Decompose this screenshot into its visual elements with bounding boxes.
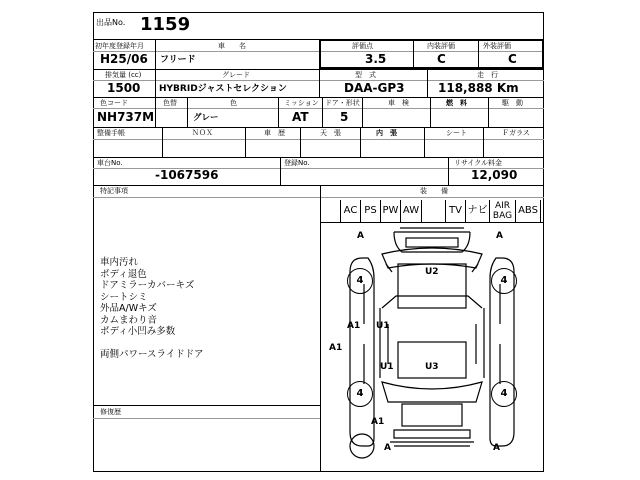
mark-rear-right: A bbox=[493, 443, 500, 453]
color-code-value: NH737M bbox=[97, 110, 155, 124]
note-item: シートシミ bbox=[100, 291, 148, 303]
equip-ac: AC bbox=[340, 200, 360, 222]
door-shape-label: ドア・形状 bbox=[325, 99, 360, 107]
mark-roof: U2 bbox=[425, 267, 439, 277]
exterior-score-value: C bbox=[508, 52, 517, 66]
mark-front-right: A bbox=[496, 231, 503, 241]
lot-label: 出品No. bbox=[96, 18, 126, 27]
mark-left-side-u1: U1 bbox=[376, 321, 390, 331]
transmission-value: AT bbox=[292, 110, 309, 124]
first-registration-value: H25/06 bbox=[100, 52, 148, 66]
note-item: ボディ小凹み多数 bbox=[100, 326, 176, 337]
color-label: 色 bbox=[230, 99, 237, 107]
interior-trim-label: 内 張 bbox=[376, 129, 397, 137]
mileage-label: 走 行 bbox=[477, 71, 498, 79]
mark-left-side-a1: A1 bbox=[347, 321, 361, 331]
equip-navi: ナビ bbox=[465, 200, 489, 222]
first-registration-label: 初年度登録年月 bbox=[95, 42, 144, 50]
lot-number: 1159 bbox=[140, 14, 191, 35]
mark-front-left: A bbox=[357, 231, 364, 241]
color-code-label: 色コード bbox=[100, 99, 128, 107]
transmission-label: ミッション bbox=[284, 99, 319, 107]
car-diagram bbox=[322, 224, 542, 470]
note-item: カムまわり音 bbox=[100, 314, 158, 326]
exterior-score-label: 外装評価 bbox=[483, 42, 511, 50]
note-item: ドアミラーカバーキズ bbox=[100, 280, 195, 291]
equip-pw: PW bbox=[380, 200, 400, 222]
note-item: 両側パワースライドドア bbox=[100, 349, 204, 360]
mark-left-lower-u1: U1 bbox=[380, 362, 394, 372]
recycle-fee-label: リサイクル料金 bbox=[454, 159, 503, 167]
color-change-label: 色替 bbox=[163, 99, 177, 107]
displacement-label: 排気量 (cc) bbox=[105, 71, 142, 79]
color-value: グレー bbox=[193, 113, 219, 123]
grade-score-value: 3.5 bbox=[365, 52, 387, 66]
mark-rear-left: A bbox=[384, 443, 391, 453]
note-item: 車内汚れ bbox=[100, 257, 139, 268]
equip-abs: ABS bbox=[515, 200, 541, 222]
equip-aw: AW bbox=[400, 200, 422, 222]
wheel-front-right: 4 bbox=[491, 268, 517, 294]
equip-ps: PS bbox=[360, 200, 380, 222]
inspection-label: 車 検 bbox=[388, 99, 409, 107]
nox-label: ＮＯＸ bbox=[192, 129, 213, 137]
recycle-fee-value: 12,090 bbox=[471, 168, 518, 182]
fuel-label: 燃 料 bbox=[446, 99, 467, 107]
chassis-no-label: 車台No. bbox=[97, 159, 123, 167]
note-item: 外品A/Wキズ bbox=[100, 303, 157, 314]
equip-airbag: AIR BAG bbox=[489, 200, 515, 222]
interior-score-label: 内装評価 bbox=[427, 42, 455, 50]
mileage-value: 118,888 Km bbox=[438, 81, 519, 95]
seat-label: シート bbox=[446, 129, 467, 137]
f-glass-label: Ｆガラス bbox=[502, 129, 530, 137]
displacement-value: 1500 bbox=[107, 81, 141, 95]
repair-history-header: 修復歴 bbox=[100, 408, 121, 416]
headliner-label: 天 張 bbox=[320, 129, 341, 137]
mark-left-outer-a1: A1 bbox=[329, 343, 343, 353]
note-item: ボディ退色 bbox=[100, 268, 147, 280]
wheel-front-left: 4 bbox=[347, 268, 373, 294]
equipment-row bbox=[320, 200, 544, 222]
grade-value: HYBRIDジャストセレクション bbox=[159, 84, 287, 94]
score-box bbox=[319, 39, 544, 69]
car-name-value: フリード bbox=[160, 55, 196, 65]
notes-list bbox=[100, 257, 315, 361]
wheel-rear-right: 4 bbox=[491, 381, 517, 407]
grade-score-label: 評価点 bbox=[352, 42, 373, 50]
equip-blank bbox=[320, 200, 340, 222]
vehicle-history-label: 車 歴 bbox=[264, 129, 285, 137]
wheel-rear-left: 4 bbox=[347, 381, 373, 407]
drive-label: 駆 動 bbox=[502, 99, 523, 107]
mark-rear-center: U3 bbox=[425, 362, 439, 372]
model-code-label: 型 式 bbox=[355, 71, 376, 79]
equipment-header: 装 備 bbox=[420, 187, 448, 195]
maintenance-book-label: 整備手帳 bbox=[97, 129, 125, 137]
door-shape-value: 5 bbox=[340, 110, 349, 124]
chassis-no-value: -1067596 bbox=[155, 168, 219, 182]
interior-score-value: C bbox=[437, 52, 446, 66]
car-name-label: 車 名 bbox=[218, 42, 246, 50]
registration-no-label: 登録No. bbox=[284, 159, 310, 167]
equip-tv: TV bbox=[445, 200, 465, 222]
notes-header: 特記事項 bbox=[100, 187, 128, 195]
note-item bbox=[100, 338, 315, 350]
model-code-value: DAA-GP3 bbox=[344, 81, 405, 95]
grade-label: グレード bbox=[222, 71, 250, 79]
mark-rear-a1: A1 bbox=[371, 417, 385, 427]
